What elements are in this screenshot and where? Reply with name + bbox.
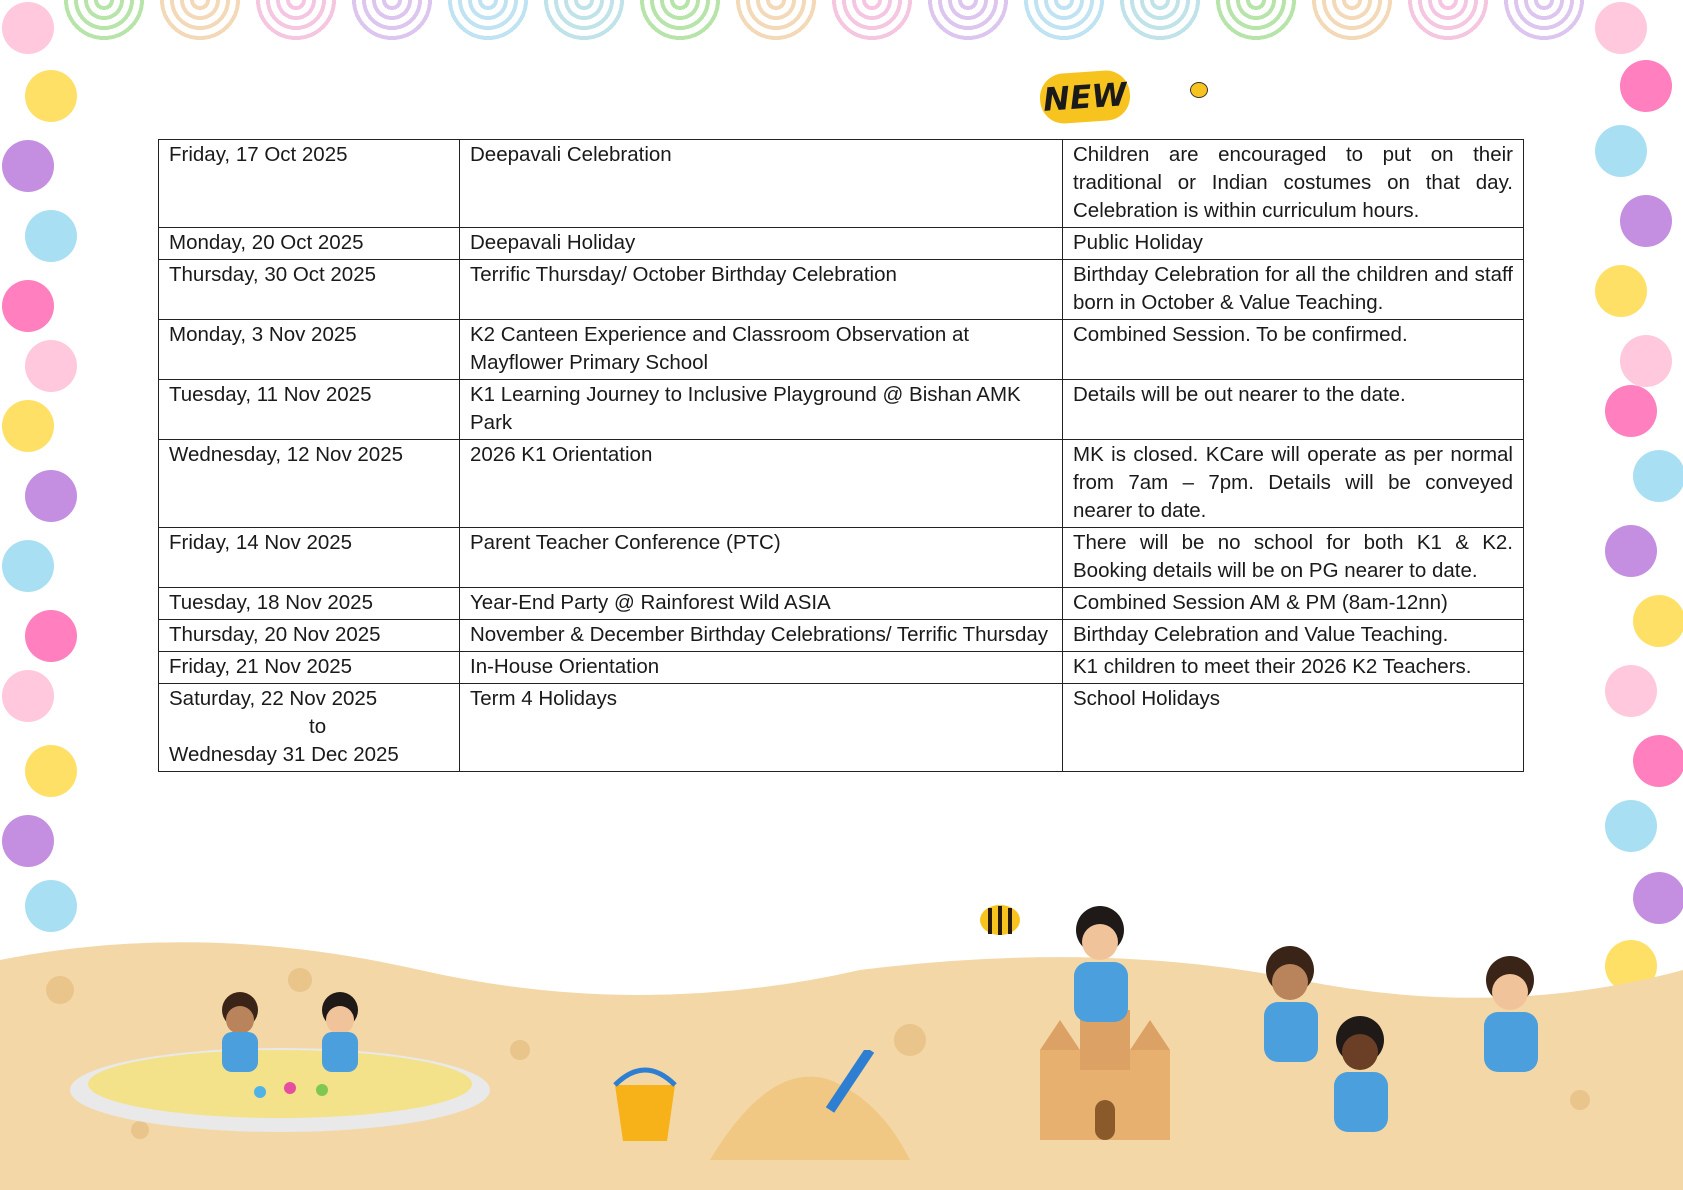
event-date: Tuesday, 18 Nov 2025 bbox=[159, 588, 460, 620]
polka-dot-icon bbox=[25, 470, 77, 522]
rainbow-arch-icon bbox=[1020, 0, 1108, 44]
event-date: Thursday, 30 Oct 2025 bbox=[159, 260, 460, 320]
polka-dot-icon bbox=[1605, 385, 1657, 437]
event-date: Tuesday, 11 Nov 2025 bbox=[159, 380, 460, 440]
decor-blob-icon bbox=[1190, 82, 1208, 98]
table-row bbox=[159, 260, 1524, 320]
rainbow-arch-icon bbox=[348, 0, 436, 44]
rainbow-arch-icon bbox=[1500, 0, 1588, 44]
table-row bbox=[159, 620, 1524, 652]
event-name: Year-End Party @ Rainforest Wild ASIA bbox=[460, 588, 1063, 620]
polka-dot-icon bbox=[2, 280, 54, 332]
rainbow-arch-icon bbox=[732, 0, 820, 44]
table-row bbox=[159, 684, 1524, 772]
events-table bbox=[158, 139, 1524, 772]
polka-dot-icon bbox=[1633, 735, 1683, 787]
table-row bbox=[159, 320, 1524, 380]
polka-dot-icon bbox=[1633, 872, 1683, 924]
event-name: In-House Orientation bbox=[460, 652, 1063, 684]
rainbow-arch-icon bbox=[540, 0, 628, 44]
table-row bbox=[159, 140, 1524, 228]
polka-dot-icon bbox=[2, 400, 54, 452]
rainbow-arch-icon bbox=[60, 0, 148, 44]
table-row bbox=[159, 528, 1524, 588]
event-remarks: Birthday Celebration and Value Teaching. bbox=[1063, 620, 1524, 652]
rainbow-arch-icon bbox=[444, 0, 532, 44]
polka-dot-icon bbox=[1595, 2, 1647, 54]
bee-icon bbox=[975, 890, 1025, 940]
event-remarks: Combined Session. To be confirmed. bbox=[1063, 320, 1524, 380]
polka-dot-icon bbox=[1595, 265, 1647, 317]
sand-bucket-icon bbox=[605, 1065, 685, 1145]
event-date: Saturday, 22 Nov 2025 to Wednesday 31 Dec 2025 bbox=[159, 684, 460, 772]
event-date: Monday, 3 Nov 2025 bbox=[159, 320, 460, 380]
rainbow-arch-icon bbox=[1308, 0, 1396, 44]
table-row bbox=[159, 440, 1524, 528]
rainbow-arch-icon bbox=[636, 0, 724, 44]
polka-dot-icon bbox=[25, 70, 77, 122]
table-row bbox=[159, 652, 1524, 684]
polka-dot-icon bbox=[1605, 665, 1657, 717]
polka-dot-icon bbox=[1620, 60, 1672, 112]
event-name: K1 Learning Journey to Inclusive Playground @ Bishan AMK Park bbox=[460, 380, 1063, 440]
rainbow-arch-icon bbox=[252, 0, 340, 44]
sand-pile-shovel bbox=[710, 1050, 910, 1160]
polka-dot-icon bbox=[1633, 450, 1683, 502]
polka-dot-icon bbox=[1595, 125, 1647, 177]
event-name: November & December Birthday Celebrations/ Terrific Thursday bbox=[460, 620, 1063, 652]
event-name: K2 Canteen Experience and Classroom Observation at Mayflower Primary School bbox=[460, 320, 1063, 380]
polka-dot-icon bbox=[1620, 195, 1672, 247]
table-row bbox=[159, 380, 1524, 440]
polka-dot-icon bbox=[25, 745, 77, 797]
rainbow-arch-icon bbox=[924, 0, 1012, 44]
event-date: Friday, 14 Nov 2025 bbox=[159, 528, 460, 588]
event-remarks: MK is closed. KCare will operate as per normal from 7am – 7pm. Details will be conveyed nearer to date. bbox=[1063, 440, 1524, 528]
polka-dot-icon bbox=[25, 340, 77, 392]
polka-dot-icon bbox=[1633, 595, 1683, 647]
table-row bbox=[159, 588, 1524, 620]
event-name: Deepavali Celebration bbox=[460, 140, 1063, 228]
rainbow-border bbox=[60, 0, 1590, 60]
event-remarks: Birthday Celebration for all the children and staff born in October & Value Teaching. bbox=[1063, 260, 1524, 320]
rainbow-arch-icon bbox=[828, 0, 916, 44]
rainbow-arch-icon bbox=[156, 0, 244, 44]
rainbow-arch-icon bbox=[1212, 0, 1300, 44]
event-name: Deepavali Holiday bbox=[460, 228, 1063, 260]
event-remarks: Combined Session AM & PM (8am-12nn) bbox=[1063, 588, 1524, 620]
event-remarks: Children are encouraged to put on their traditional or Indian costumes on that day. Celebration is within curriculum hours. bbox=[1063, 140, 1524, 228]
children-playing bbox=[1040, 890, 1600, 1170]
event-date: Friday, 17 Oct 2025 bbox=[159, 140, 460, 228]
rainbow-arch-icon bbox=[1116, 0, 1204, 44]
polka-dot-icon bbox=[25, 610, 77, 662]
event-name: 2026 K1 Orientation bbox=[460, 440, 1063, 528]
event-date: Monday, 20 Oct 2025 bbox=[159, 228, 460, 260]
event-name: Parent Teacher Conference (PTC) bbox=[460, 528, 1063, 588]
event-remarks: Public Holiday bbox=[1063, 228, 1524, 260]
polka-dot-icon bbox=[25, 210, 77, 262]
event-name: Term 4 Holidays bbox=[460, 684, 1063, 772]
polka-dot-icon bbox=[1605, 800, 1657, 852]
event-remarks: K1 children to meet their 2026 K2 Teachers. bbox=[1063, 652, 1524, 684]
event-remarks: School Holidays bbox=[1063, 684, 1524, 772]
polka-dot-icon bbox=[1620, 335, 1672, 387]
new-badge: NEW bbox=[1038, 69, 1131, 125]
polka-dot-icon bbox=[1605, 525, 1657, 577]
sandpit-children bbox=[60, 980, 500, 1140]
polka-dot-icon bbox=[25, 880, 77, 932]
event-date: Friday, 21 Nov 2025 bbox=[159, 652, 460, 684]
table-row bbox=[159, 228, 1524, 260]
polka-dot-icon bbox=[2, 140, 54, 192]
rainbow-arch-icon bbox=[1404, 0, 1492, 44]
polka-dot-icon bbox=[2, 670, 54, 722]
event-date: Thursday, 20 Nov 2025 bbox=[159, 620, 460, 652]
event-date: Wednesday, 12 Nov 2025 bbox=[159, 440, 460, 528]
polka-dot-icon bbox=[2, 540, 54, 592]
event-remarks: Details will be out nearer to the date. bbox=[1063, 380, 1524, 440]
polka-dot-icon bbox=[2, 2, 54, 54]
event-remarks: There will be no school for both K1 & K2. Booking details will be on PG nearer to date. bbox=[1063, 528, 1524, 588]
polka-dot-icon bbox=[2, 815, 54, 867]
event-name: Terrific Thursday/ October Birthday Celebration bbox=[460, 260, 1063, 320]
